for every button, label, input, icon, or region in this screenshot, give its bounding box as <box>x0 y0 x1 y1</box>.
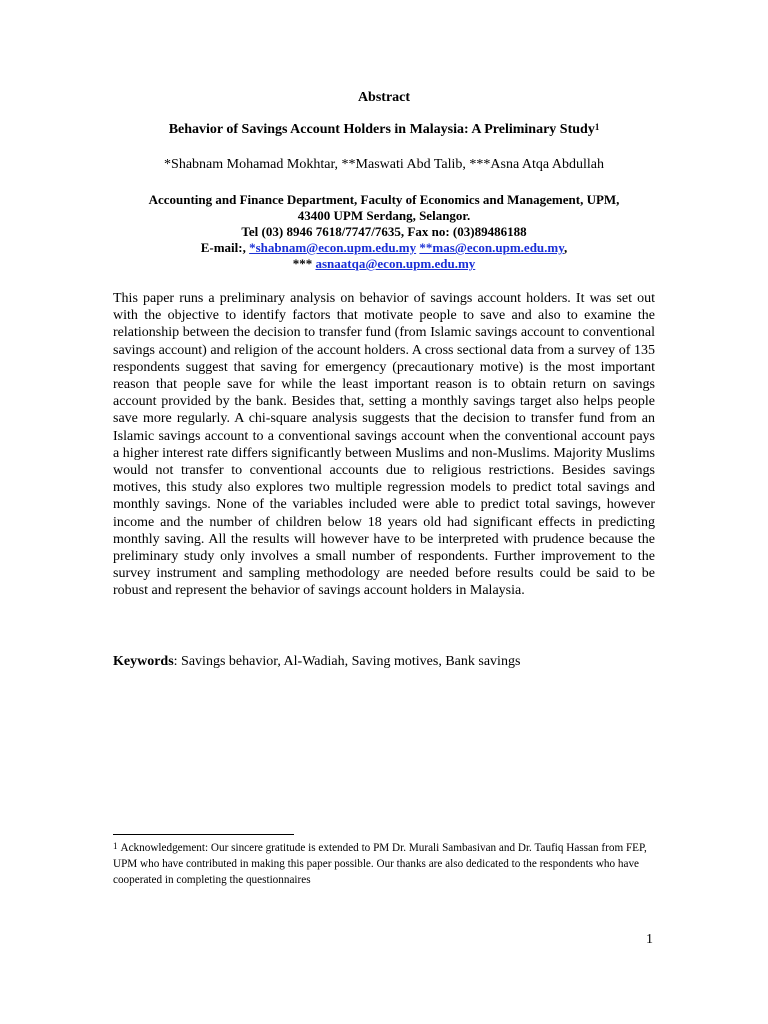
affiliation-line-2: 43400 UPM Serdang, Selangor. <box>297 208 471 223</box>
keywords-label: Keywords <box>113 654 174 669</box>
email3-prefix: *** <box>292 256 316 271</box>
footnote-text: Acknowledgement: Our sincere gratitude is extended to PM Dr. Murali Sambasivan and Dr. Taufiq Hassan from FEP, UPM who have contributed in making this paper possible. Our thanks are also dedicated to the respondents who have cooperated in completing the questionnaires <box>113 842 647 886</box>
keywords-line <box>113 654 655 670</box>
email-link-asna[interactable]: asnaatqa@econ.upm.edu.my <box>315 256 476 271</box>
abstract-heading: Abstract <box>357 90 411 105</box>
abstract-body: This paper runs a preliminary analysis on behavior of savings account holders. It was set out with the objective to identify factors that motivate people to save and also to examine the relationship between the decision to transfer fund (from Islamic savings account to conventional savings account) and religion of the account holders. A cross sectional data from a survey of 135 respondents suggest that saving for emergency (precautionary motive) is the most important reason that people save for while the least important reason is to obtain return on savings account provided by the bank. Besides that, setting a monthly savings target also helps people save more regularly. A chi-square analysis suggests that the decision to transfer fund from an Islamic savings account to a conventional savings account when the conventional account pays a higher interest rate differs significantly between Muslims and non-Muslims. Majority Muslims would not transfer to conventional accounts due to religious restrictions. Besides savings motives, this study also explores two multiple regression models to predict total savings and monthly savings. None of the variables included were able to predict total savings, however income and the number of children below 18 years old had significant effects in predicting monthly saving. All the results will however have to be interpreted with prudence because the preliminary study only involves a small number of respondents. Further improvement to the survey instrument and sampling methodology are needed before results could be said to be robust and represent the behavior of savings account holders in Malaysia. <box>113 291 655 599</box>
author-list: *Shabnam Mohamad Mokhtar, **Maswati Abd Talib, ***Asna Atqa Abdullah <box>164 157 604 172</box>
footnote <box>113 840 658 888</box>
email-line <box>0 240 768 256</box>
title-footnote-marker[interactable]: 1 <box>594 122 600 132</box>
affiliation-block <box>0 192 768 272</box>
email-link-mas[interactable]: **mas@econ.upm.edu.my <box>419 240 565 255</box>
email-prefix: E-mail:, <box>200 240 250 255</box>
affiliation-contact: Tel (03) 8946 7618/7747/7635, Fax no: (03)89486188 <box>241 224 527 239</box>
footnote-divider <box>113 834 294 835</box>
footnote-marker: 1 <box>113 841 118 851</box>
email-line-2 <box>0 256 768 272</box>
affiliation-line-1: Accounting and Finance Department, Faculty of Economics and Management, UPM, <box>148 192 620 207</box>
paper-title <box>0 122 768 138</box>
page-number: 1 <box>646 932 653 947</box>
email-separator: , <box>564 240 568 255</box>
email-link-shabnam[interactable]: *shabnam@econ.upm.edu.my <box>249 240 417 255</box>
keywords-values: : Savings behavior, Al-Wadiah, Saving motives, Bank savings <box>173 654 521 669</box>
paper-title-text: Behavior of Savings Account Holders in Malaysia: A Preliminary Study <box>168 122 595 137</box>
